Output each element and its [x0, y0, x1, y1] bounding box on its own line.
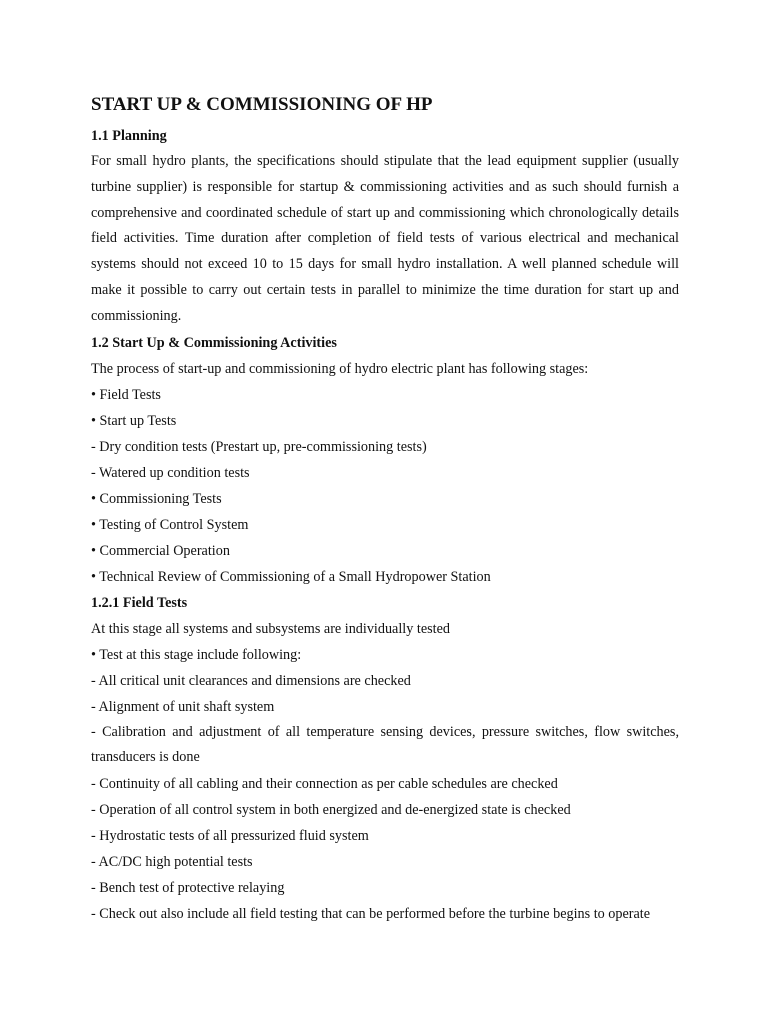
list-item: • Field Tests	[91, 386, 161, 403]
section-heading-field-tests: 1.2.1 Field Tests	[91, 594, 188, 611]
planning-paragraph: For small hydro plants, the specifications should stipulate that the lead equipment supplier (usually turbine supplier) is responsible for startup & commissioning activities and as such should furnish a comprehensive and coordinated schedule of start up and commissioning which chronologically details field activities. Time duration after completion of field tests of various electrical and mechanical systems should not exceed 10 to 15 days for small hydro installation. A well planned schedule will make it possible to carry out certain tests in parallel to minimize the time duration for start up and commissioning.	[91, 153, 679, 324]
list-item: • Commercial Operation	[91, 542, 230, 559]
list-item: • Technical Review of Commissioning of a Small Hydropower Station	[91, 568, 491, 585]
section-heading-activities: 1.2 Start Up & Commissioning Activities	[91, 334, 337, 351]
document-page	[91, 93, 679, 927]
list-item: • Commissioning Tests	[91, 490, 222, 507]
list-item: - All critical unit clearances and dimensions are checked	[91, 672, 411, 689]
list-item: - Alignment of unit shaft system	[91, 698, 275, 715]
field-tests-intro: At this stage all systems and subsystems are individually tested	[91, 620, 450, 637]
section-heading-planning: 1.1 Planning	[91, 128, 167, 144]
list-item: - Watered up condition tests	[91, 464, 250, 481]
list-item: - Hydrostatic tests of all pressurized fluid system	[91, 828, 369, 845]
list-item: - Bench test of protective relaying	[91, 880, 285, 897]
activities-intro: The process of start-up and commissioning of hydro electric plant has following stages:	[91, 360, 589, 377]
list-item: - Check out also include all field testing that can be performed before the turbine begins to operate	[91, 906, 651, 923]
list-item: - Continuity of all cabling and their connection as per cable schedules are checked	[91, 776, 558, 793]
list-item: • Start up Tests	[91, 412, 177, 429]
list-item: - Dry condition tests (Prestart up, pre-commissioning tests)	[91, 438, 427, 455]
calibration-item: - Calibration and adjustment of all temperature sensing devices, pressure switches, flow switches, transducers is done	[91, 723, 679, 766]
list-item: • Testing of Control System	[91, 516, 249, 533]
list-item: - Operation of all control system in both energized and de-energized state is checked	[91, 802, 571, 819]
field-tests-lead: • Test at this stage include following:	[91, 646, 302, 663]
document-title: START UP & COMMISSIONING OF HP	[91, 94, 433, 115]
list-item: - AC/DC high potential tests	[91, 854, 253, 871]
